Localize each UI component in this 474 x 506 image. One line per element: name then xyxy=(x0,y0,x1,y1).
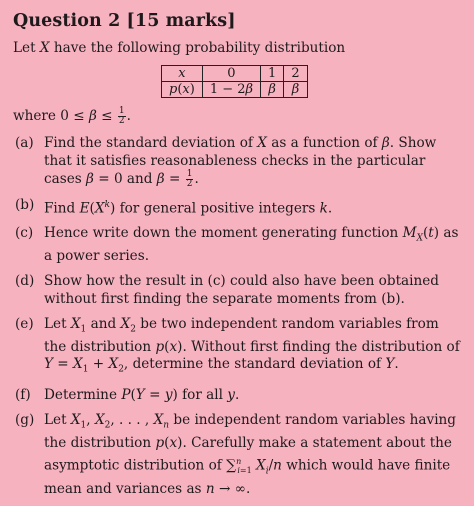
item-c: (c) Hence write down the moment generating function $M_X(t)$ as a power series. xyxy=(15,225,459,265)
probability-table xyxy=(161,65,308,98)
item-d: (d) Show how the result in (c) could also have been obtained without first finding the separate moments from (b). xyxy=(15,273,439,307)
table-cell-x-label: x xyxy=(162,66,203,82)
question-items xyxy=(13,135,460,498)
item-e: (e) Let $X_1$ and $X_2$ be two independent random variables from the distribution p(x). Without first finding the distribution of $Y = X_1 + X_2$, determine the standard deviation of Y. xyxy=(15,315,460,376)
table-header-row xyxy=(162,66,308,82)
intro-text: Let X have the following probability distribution xyxy=(13,40,346,56)
item-b: (b) Find $E(X^k)$ for general positive integers k. xyxy=(15,196,333,217)
table-cell-x0: 0 xyxy=(202,66,260,82)
item-label: (d) xyxy=(15,273,35,290)
table-cell-x1: 1 xyxy=(261,66,284,82)
item-label: (b) xyxy=(15,196,35,213)
condition-text: where 0 ≤ β ≤ $\frac{1}{2}$ . xyxy=(13,106,131,126)
item-a: (a) Find the standard deviation of X as a function of β. Show that it satisfies reasonableness checks in the particular cases β = 0 and β = $\frac{1}{2}$ . xyxy=(15,135,437,189)
item-label: (f) xyxy=(15,387,31,404)
table-cell-p-label: p(x) xyxy=(162,82,203,98)
item-f: (f) Determine P(Y = y) for all y. xyxy=(15,387,240,404)
table-cell-x2: 2 xyxy=(284,66,307,82)
item-label: (c) xyxy=(15,225,34,242)
question-title: Question 2 [15 marks] xyxy=(13,11,236,31)
table-cell-p2: β xyxy=(284,82,307,98)
table-cell-p0: 1 − 2β xyxy=(202,82,260,98)
item-g: (g) Let $X_1$, $X_2$, . . . , $X_n$ be independent random variables having the distribution p(x). Carefully make a statement about the asymptotic distribution of ∑$^n_{i=1}$ $X_i/n$ which would have finite mean and variances as n → ∞. xyxy=(15,412,457,497)
table-prob-row xyxy=(162,82,308,98)
table-cell-p1: β xyxy=(261,82,284,98)
item-label: (g) xyxy=(15,412,35,429)
item-label: (a) xyxy=(15,135,34,151)
item-label: (e) xyxy=(15,315,34,332)
